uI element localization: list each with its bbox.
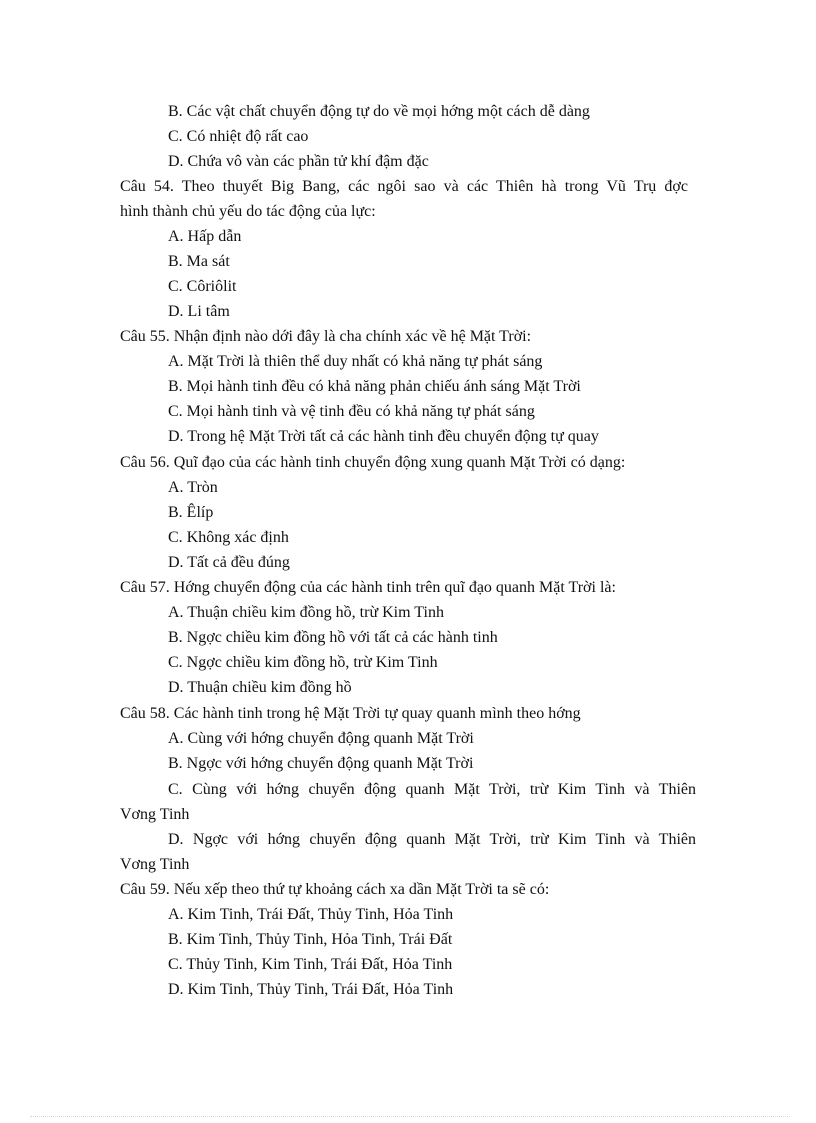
q56-option-a: A. Tròn [168,479,218,496]
q59-option-a: A. Kim Tinh, Trái Đất, Thủy Tinh, Hỏa Tinh [168,906,454,923]
q55-option-a: A. Mặt Trời là thiên thể duy nhất có khả năng tự phát sáng [168,353,543,370]
q55-question: Câu 55. Nhận định nào dới đây là cha chính xác về hệ Mặt Trời: [120,328,532,345]
q54-question-cont: hình thành chủ yếu do tác động của lực: [120,203,376,220]
q56-option-c: C. Không xác định [168,529,289,546]
q54-question: Câu 54. Theo thuyết Big Bang, các ngôi sao và các Thiên hà trong Vũ Trụ đợc [120,178,688,195]
q58-option-c-cont: Vơng Tinh [120,806,190,823]
q53-option-d: D. Chứa vô vàn các phần tử khí đậm đặc [168,153,429,170]
q58-option-d-cont: Vơng Tinh [120,856,190,873]
q58-option-a: A. Cùng với hớng chuyển động quanh Mặt Trời [168,730,474,747]
q56-option-d: D. Tất cả đều đúng [168,554,290,571]
q57-option-d: D. Thuận chiều kim đồng hồ [168,679,352,696]
q57-option-a: A. Thuận chiều kim đồng hồ, trừ Kim Tinh [168,604,444,621]
q58-question: Câu 58. Các hành tinh trong hệ Mặt Trời tự quay quanh mình theo hớng [120,705,581,722]
q59-question: Câu 59. Nếu xếp theo thứ tự khoảng cách xa dần Mặt Trời ta sẽ có: [120,881,550,898]
q55-option-b: B. Mọi hành tinh đều có khả năng phản chiếu ánh sáng Mặt Trời [168,378,581,395]
q54-option-d: D. Li tâm [168,303,230,320]
q54-option-b: B. Ma sát [168,253,230,270]
q59-option-b: B. Kim Tinh, Thủy Tinh, Hỏa Tinh, Trái Đất [168,931,453,948]
q58-option-c: C. Cùng với hớng chuyển động quanh Mặt Trời, trừ Kim Tinh và Thiên [168,781,696,798]
q53-option-b: B. Các vật chất chuyển động tự do về mọi hớng một cách dễ dàng [168,103,590,120]
q57-option-b: B. Ngợc chiều kim đồng hồ với tất cả các hành tinh [168,629,498,646]
q58-option-d: D. Ngợc với hớng chuyển động quanh Mặt Trời, trừ Kim Tinh và Thiên [168,831,696,848]
q56-question: Câu 56. Quĩ đạo của các hành tinh chuyển động xung quanh Mặt Trời có dạng: [120,454,626,471]
q54-option-c: C. Côriôlit [168,278,237,295]
q56-option-b: B. Êlíp [168,504,214,521]
footer-divider [30,1116,790,1117]
q59-option-d: D. Kim Tinh, Thủy Tinh, Trái Đất, Hỏa Tinh [168,981,454,998]
q54-option-a: A. Hấp dẫn [168,228,242,245]
q59-option-c: C. Thủy Tinh, Kim Tinh, Trái Đất, Hỏa Tinh [168,956,453,973]
q58-option-b: B. Ngợc với hớng chuyển động quanh Mặt Trời [168,755,474,772]
q57-question: Câu 57. Hớng chuyển động của các hành tinh trên quĩ đạo quanh Mặt Trời là: [120,579,616,596]
q55-option-c: C. Mọi hành tinh và vệ tinh đều có khả năng tự phát sáng [168,403,535,420]
q57-option-c: C. Ngợc chiều kim đồng hồ, trừ Kim Tinh [168,654,438,671]
q55-option-d: D. Trong hệ Mặt Trời tất cả các hành tinh đều chuyển động tự quay [168,428,599,445]
q53-option-c: C. Có nhiệt độ rất cao [168,128,309,145]
